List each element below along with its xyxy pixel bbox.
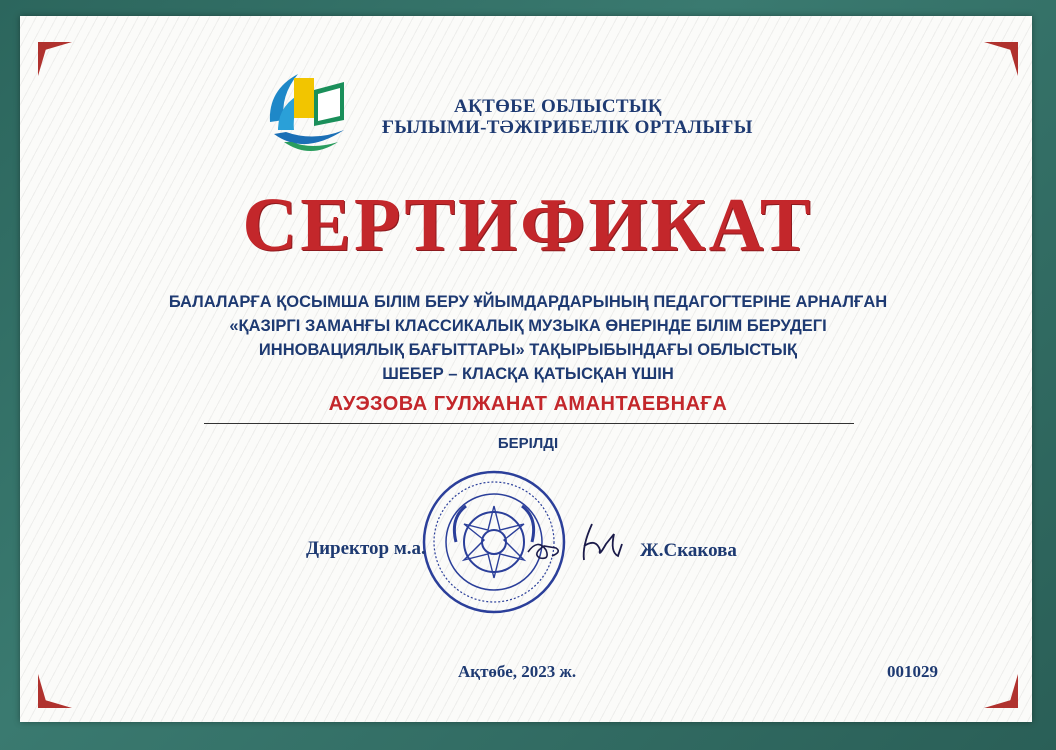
corner-ornament-top-left-b (38, 42, 72, 52)
description-line-3: ИННОВАЦИЯЛЫҚ БАҒЫТТАРЫ» ТАҚЫРЫБЫНДАҒЫ ОБЛЫСТЫҚ (258, 341, 798, 359)
organization-line-2: ҒЫЛЫМИ-ТӘЖІРИБЕЛІК ОРТАЛЫҒЫ (382, 117, 753, 138)
given-text: БЕРІЛДІ (497, 435, 559, 452)
organization-line-1: АҚТӨБЕ ОБЛЫСТЫҚ (454, 96, 662, 117)
description-line-1: БАЛАЛАРҒА ҚОСЫМША БІЛІМ БЕРУ ҰЙЫМДАРДАРЫНЫҢ ПЕДАГОГТЕРІНЕ АРНАЛҒАН (168, 293, 888, 311)
certificate-number: 001029 (887, 662, 938, 681)
recipient-name: АУЭЗОВА ГУЛЖАНАТ АМАНТАЕВНАҒА (328, 393, 728, 415)
signatory-name: Ж.Скакова (640, 540, 737, 561)
place-and-date: Ақтөбе, 2023 ж. (458, 662, 577, 681)
description-line-4: ШЕБЕР – КЛАСҚА ҚАТЫСҚАН ҮШІН (382, 365, 674, 383)
certificate-title: СЕРТИФИКАТ (242, 183, 814, 267)
certificate-description (60, 290, 996, 386)
corner-ornament-bottom-left-b (38, 698, 72, 708)
corner-ornament-bottom-right-b (984, 698, 1018, 708)
organization-name (360, 96, 800, 138)
description-line-2: «ҚАЗІРГІ ЗАМАНҒЫ КЛАССИКАЛЫҚ МУЗЫКА ӨНЕРІНДЕ БІЛІМ БЕРУДЕГІ (229, 317, 827, 335)
signature-label: Директор м.а. (306, 538, 426, 559)
recipient-underline (204, 423, 854, 424)
book-logo-icon (264, 60, 348, 156)
corner-ornament-top-right-b (984, 42, 1018, 52)
signature-scribble-icon (522, 516, 632, 570)
